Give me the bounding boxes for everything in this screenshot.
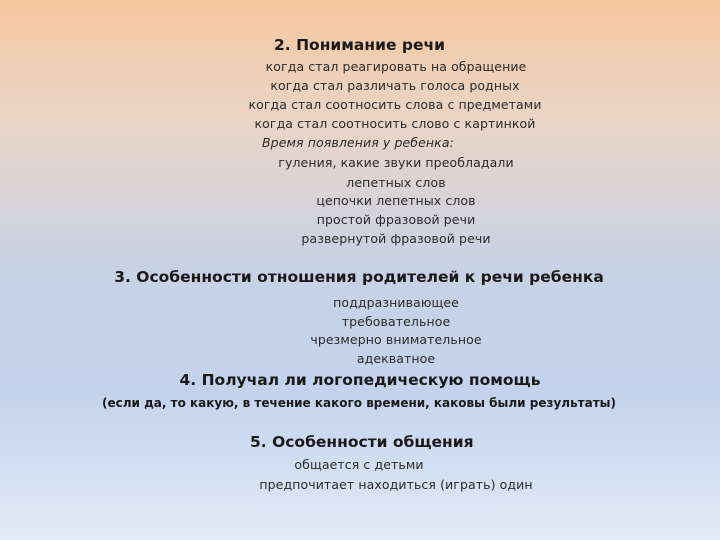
- section2-line: когда стал различать голоса родных: [270, 78, 520, 93]
- section2-item: простой фразовой речи: [316, 212, 476, 227]
- section2-line: когда стал соотносить слово с картинкой: [254, 116, 536, 131]
- section3-heading: 3. Особенности отношения родителей к речи ребенка: [114, 268, 604, 286]
- section3-item: требовательное: [341, 314, 451, 329]
- section2-item: лепетных слов: [346, 175, 446, 190]
- section3-item: адекватное: [356, 351, 436, 366]
- section2-line: когда стал соотносить слова с предметами: [248, 97, 542, 112]
- section4-heading: 4. Получал ли логопедическую помощь: [179, 371, 541, 389]
- section3-item: поддразнивающее: [333, 295, 459, 310]
- section4-note: (если да, то какую, в течение какого времени, каковы были результаты): [101, 396, 617, 410]
- section5-item: предпочитает находиться (играть) один: [259, 477, 533, 492]
- section2-item: гуления, какие звуки преобладали: [278, 155, 514, 170]
- section5-item: общается с детьми: [294, 457, 424, 472]
- section2-item: цепочки лепетных слов: [316, 193, 476, 208]
- section2-heading: 2. Понимание речи: [274, 36, 445, 54]
- section2-subheading: Время появления у ребенка:: [262, 135, 454, 150]
- section2-item: развернутой фразовой речи: [301, 231, 491, 246]
- section5-heading: 5. Особенности общения: [250, 433, 474, 451]
- section2-line: когда стал реагировать на обращение: [265, 59, 527, 74]
- section3-item: чрезмерно внимательное: [310, 332, 482, 347]
